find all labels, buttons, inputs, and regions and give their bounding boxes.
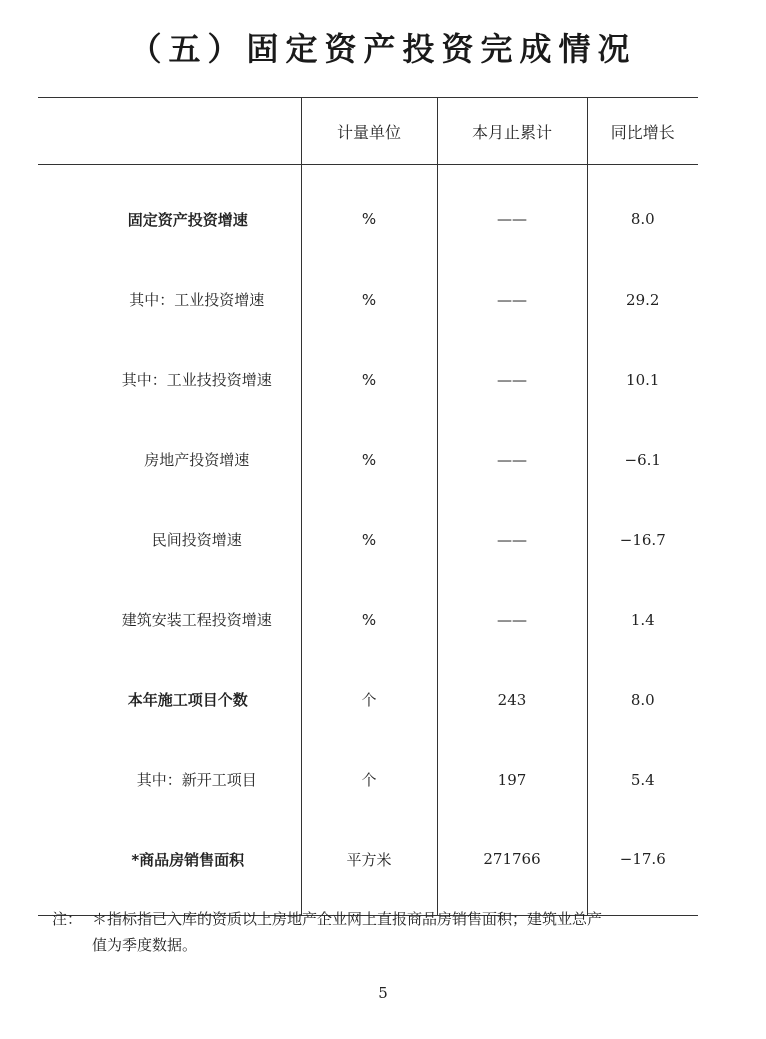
row-cumulative: —— (437, 420, 587, 500)
row-name: 房地产投资增速 (144, 451, 250, 469)
table-row (38, 580, 698, 660)
header-indicator (38, 98, 301, 165)
page-title: （五）固定资产投资完成情况 (129, 30, 637, 68)
row-unit: 个 (301, 740, 437, 820)
row-cumulative: —— (437, 165, 587, 260)
table-row (38, 260, 698, 340)
row-unit: 平方米 (301, 820, 437, 916)
row-name: 建筑安装工程投资增速 (121, 611, 272, 629)
footnote (52, 906, 732, 958)
table-header-row (38, 98, 698, 165)
row-cumulative: —— (437, 340, 587, 420)
table-row (38, 340, 698, 420)
row-name: 固定资产投资增速 (127, 210, 248, 229)
table-row (38, 660, 698, 740)
row-yoy: 8.0 (587, 165, 698, 260)
row-name: 其中：工业投资增速 (129, 291, 265, 309)
table-row (38, 740, 698, 820)
row-yoy: 10.1 (587, 340, 698, 420)
footnote-line-1: ＊指标指已入库的资质以上房地产企业网上直报商品房销售面积；建筑业总产 (92, 910, 603, 928)
row-yoy: 1.4 (587, 580, 698, 660)
header-yoy: 同比增长 (587, 98, 698, 165)
row-unit: % (301, 420, 437, 500)
header-unit: 计量单位 (301, 98, 437, 165)
row-name: 本年施工项目个数 (127, 691, 248, 709)
table-row (38, 500, 698, 580)
row-cumulative: —— (437, 580, 587, 660)
page-number: 5 (378, 984, 388, 1002)
row-cumulative: 243 (437, 660, 587, 740)
fixed-asset-investment-table (38, 97, 698, 916)
row-yoy: 5.4 (587, 740, 698, 820)
table-row (38, 420, 698, 500)
row-yoy: −17.6 (587, 820, 698, 916)
row-name: 民间投资增速 (151, 531, 242, 549)
row-unit: 个 (301, 660, 437, 740)
row-unit: % (301, 340, 437, 420)
row-name: 其中：新开工项目 (136, 771, 257, 789)
row-yoy: 29.2 (587, 260, 698, 340)
row-yoy: 8.0 (587, 660, 698, 740)
row-cumulative: —— (437, 500, 587, 580)
row-unit: % (301, 580, 437, 660)
row-unit: % (301, 260, 437, 340)
row-yoy: −16.7 (587, 500, 698, 580)
row-unit: % (301, 500, 437, 580)
table-row (38, 820, 698, 916)
row-cumulative: 271766 (437, 820, 587, 916)
header-cumulative: 本月止累计 (437, 98, 587, 165)
footnote-label: 注： (52, 910, 83, 928)
row-name: *商品房销售面积 (38, 820, 301, 916)
table-row (38, 165, 698, 260)
row-cumulative: 197 (437, 740, 587, 820)
row-cumulative: —— (437, 260, 587, 340)
row-name: 其中：工业技投资增速 (121, 371, 272, 389)
row-yoy: −6.1 (587, 420, 698, 500)
footnote-line-2: 值为季度数据。 (92, 936, 198, 954)
row-unit: % (301, 165, 437, 260)
